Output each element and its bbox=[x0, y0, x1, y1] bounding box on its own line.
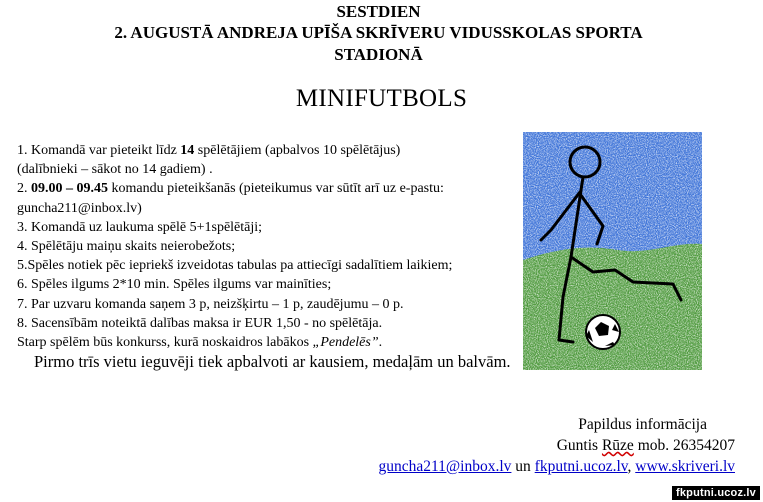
header-day: SESTDIEN bbox=[336, 2, 421, 21]
rule-contest bbox=[17, 333, 517, 352]
links-sep-1: un bbox=[511, 458, 535, 475]
rule-1-text-b: spēlētājiem (apbalvos 10 spēlētājus) bbox=[194, 143, 401, 158]
contact-links bbox=[378, 456, 735, 477]
rule-2-time: 09.00 – 09.45 bbox=[31, 181, 108, 197]
prize-note: Pirmo trīs vietu ieguvēji tiek apbalvoti ar kausiem, medaļām un balvām. bbox=[34, 352, 511, 371]
contact-person bbox=[378, 435, 735, 456]
rule-contest-end: . bbox=[378, 335, 383, 351]
rule-contest-text: Starp spēlēm būs konkurss, kurā noskaidros labākos bbox=[17, 335, 313, 351]
rule-2-num: 2. bbox=[17, 181, 31, 197]
rule-2 bbox=[17, 179, 517, 198]
rule-8: 8. Sacensībām noteiktā dalības maksa ir EUR 1,50 - no spēlētāja. bbox=[17, 315, 383, 331]
contact-last-name: Rūze bbox=[601, 437, 634, 454]
rule-1-cont: (dalībnieki – sākot no 14 gadiem) . bbox=[17, 162, 213, 178]
rule-1-text-a: 1. Komandā var pieteikt līdz bbox=[17, 143, 181, 158]
rule-7: 7. Par uzvaru komanda saņem 3 p, neizšķirtu – 1 p, zaudējumu – 0 p. bbox=[17, 296, 404, 312]
rule-4: 4. Spēlētāju maiņu skaits neierobežots; bbox=[17, 239, 236, 255]
rule-1 bbox=[17, 141, 517, 160]
contact-phone: mob. 26354207 bbox=[633, 437, 735, 454]
page-title: MINIFUTBOLS bbox=[295, 85, 468, 112]
header-venue-cont: STADIONĀ bbox=[334, 45, 423, 64]
header-venue: 2. AUGUSTĀ ANDREJA UPĪŠA SKRĪVERU VIDUSSKOLAS SPORTA bbox=[114, 23, 643, 42]
rule-contest-name: „Pendelēs” bbox=[312, 335, 379, 351]
rule-2-text: komandu pieteikšanās (pieteikumus var sūtīt arī uz e-pastu: bbox=[108, 181, 444, 197]
watermark-logo: fkputni.ucoz.lv bbox=[672, 486, 760, 500]
contact-first-name: Guntis bbox=[556, 437, 602, 454]
rule-5: 5.Spēles notiek pēc iepriekš izveidotas tabulas pa attiecīgi sadalītiem laikiem; bbox=[17, 258, 453, 274]
rule-3: 3. Komandā uz laukuma spēlē 5+1spēlētāji; bbox=[17, 219, 263, 235]
rule-2-cont: guncha211@inbox.lv) bbox=[17, 200, 142, 216]
contact-info bbox=[378, 414, 735, 477]
contact-title: Papildus informācija bbox=[578, 416, 707, 433]
football-player-illustration bbox=[523, 132, 702, 370]
rule-1-count: 14 bbox=[180, 143, 195, 158]
links-sep-2: , bbox=[627, 458, 636, 475]
rules-list bbox=[17, 141, 517, 352]
skriveri-link[interactable]: www.skriveri.lv bbox=[635, 458, 735, 475]
email-link[interactable]: guncha211@inbox.lv bbox=[378, 458, 512, 475]
fkputni-link[interactable]: fkputni.ucoz.lv bbox=[534, 458, 628, 475]
football-icon bbox=[586, 315, 620, 349]
rule-6: 6. Spēles ilgums 2*10 min. Spēles ilgums var mainīties; bbox=[17, 277, 332, 293]
